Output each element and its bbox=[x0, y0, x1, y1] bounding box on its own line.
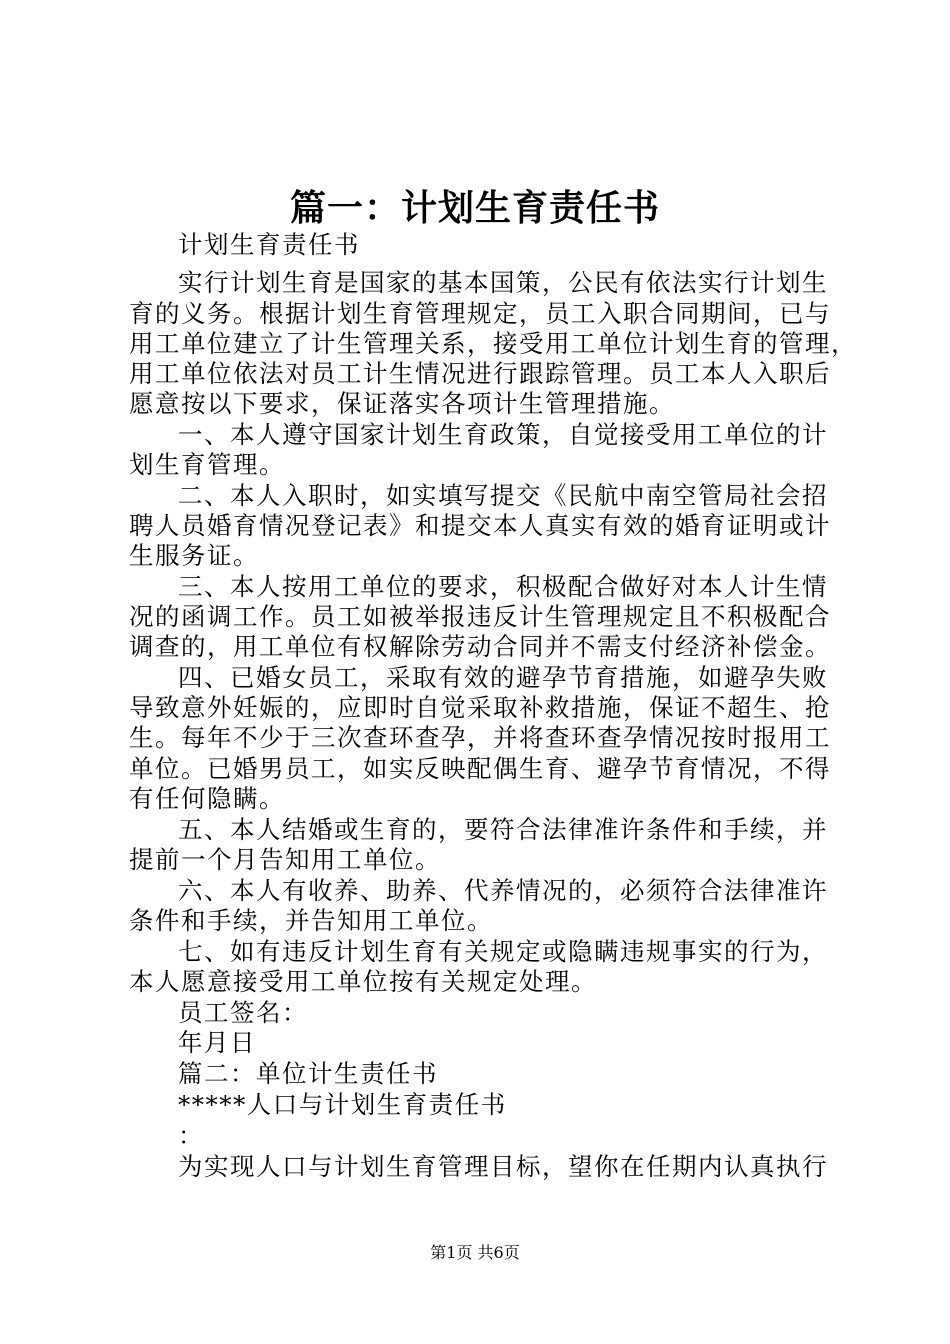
text-line: 生。每年不少于三次查环查孕，并将查环查孕情况按时报用工 bbox=[129, 723, 831, 752]
text-line: 导致意外妊娠的，应即时自觉采取补救措施，保证不超生、抢 bbox=[129, 693, 831, 722]
text-line: 计划生育责任书 bbox=[178, 230, 360, 259]
text-line: *****人口与计划生育责任书 bbox=[178, 1090, 507, 1119]
text-line: 本人愿意接受用工单位按有关规定处理。 bbox=[129, 967, 597, 996]
text-line: 有任何隐瞒。 bbox=[129, 784, 285, 813]
text-line: 四、已婚女员工，采取有效的避孕节育措施，如避孕失败 bbox=[178, 663, 828, 692]
text-line: ： bbox=[178, 1121, 204, 1150]
text-line: 二、本人入职时，如实填写提交《民航中南空管局社会招 bbox=[178, 481, 828, 510]
text-line: 一、本人遵守国家计划生育政策，自觉接受用工单位的计 bbox=[178, 420, 828, 449]
text-line: 愿意按以下要求，保证落实各项计生管理措施。 bbox=[129, 389, 675, 418]
text-line: 划生育管理。 bbox=[129, 450, 285, 479]
text-line: 聘人员婚育情况登记表》和提交本人真实有效的婚育证明或计 bbox=[129, 511, 831, 540]
text-line: 用工单位依法对员工计生情况进行跟踪管理。员工本人入职后 bbox=[129, 359, 831, 388]
text-line: 三、本人按用工单位的要求，积极配合做好对本人计生情 bbox=[178, 572, 828, 601]
page-footer: 第1页 共6页 bbox=[430, 1243, 520, 1262]
text-line: 为实现人口与计划生育管理目标，望你在任期内认真执行 bbox=[178, 1152, 828, 1181]
document-title: 篇一：计划生育责任书 bbox=[289, 187, 660, 229]
date-label: 年月日 bbox=[178, 1028, 256, 1057]
text-line: 生服务证。 bbox=[129, 541, 259, 570]
text-line: 况的函调工作。员工如被举报违反计生管理规定且不积极配合 bbox=[129, 602, 831, 631]
text-line: 六、本人有收养、助养、代养情况的，必须符合法律准许 bbox=[178, 876, 828, 905]
section-heading: 篇二：单位计生责任书 bbox=[178, 1059, 438, 1088]
text-line: 七、如有违反计划生育有关规定或隐瞒违规事实的行为， bbox=[178, 937, 828, 966]
text-line: 育的义务。根据计划生育管理规定，员工入职合同期间，已与 bbox=[129, 299, 831, 328]
text-line: 条件和手续，并告知用工单位。 bbox=[129, 906, 493, 935]
text-line: 单位。已婚男员工，如实反映配偶生育、避孕节育情况，不得 bbox=[129, 754, 831, 783]
text-line: 提前一个月告知用工单位。 bbox=[129, 845, 441, 874]
text-line: 调查的，用工单位有权解除劳动合同并不需支付经济补偿金。 bbox=[129, 632, 831, 661]
text-line: 实行计划生育是国家的基本国策，公民有依法实行计划生 bbox=[178, 268, 828, 297]
text-line: 用工单位建立了计生管理关系，接受用工单位计划生育的管理， bbox=[129, 329, 857, 358]
signature-label: 员工签名： bbox=[178, 998, 308, 1027]
text-line: 五、本人结婚或生育的，要符合法律准许条件和手续，并 bbox=[178, 815, 828, 844]
